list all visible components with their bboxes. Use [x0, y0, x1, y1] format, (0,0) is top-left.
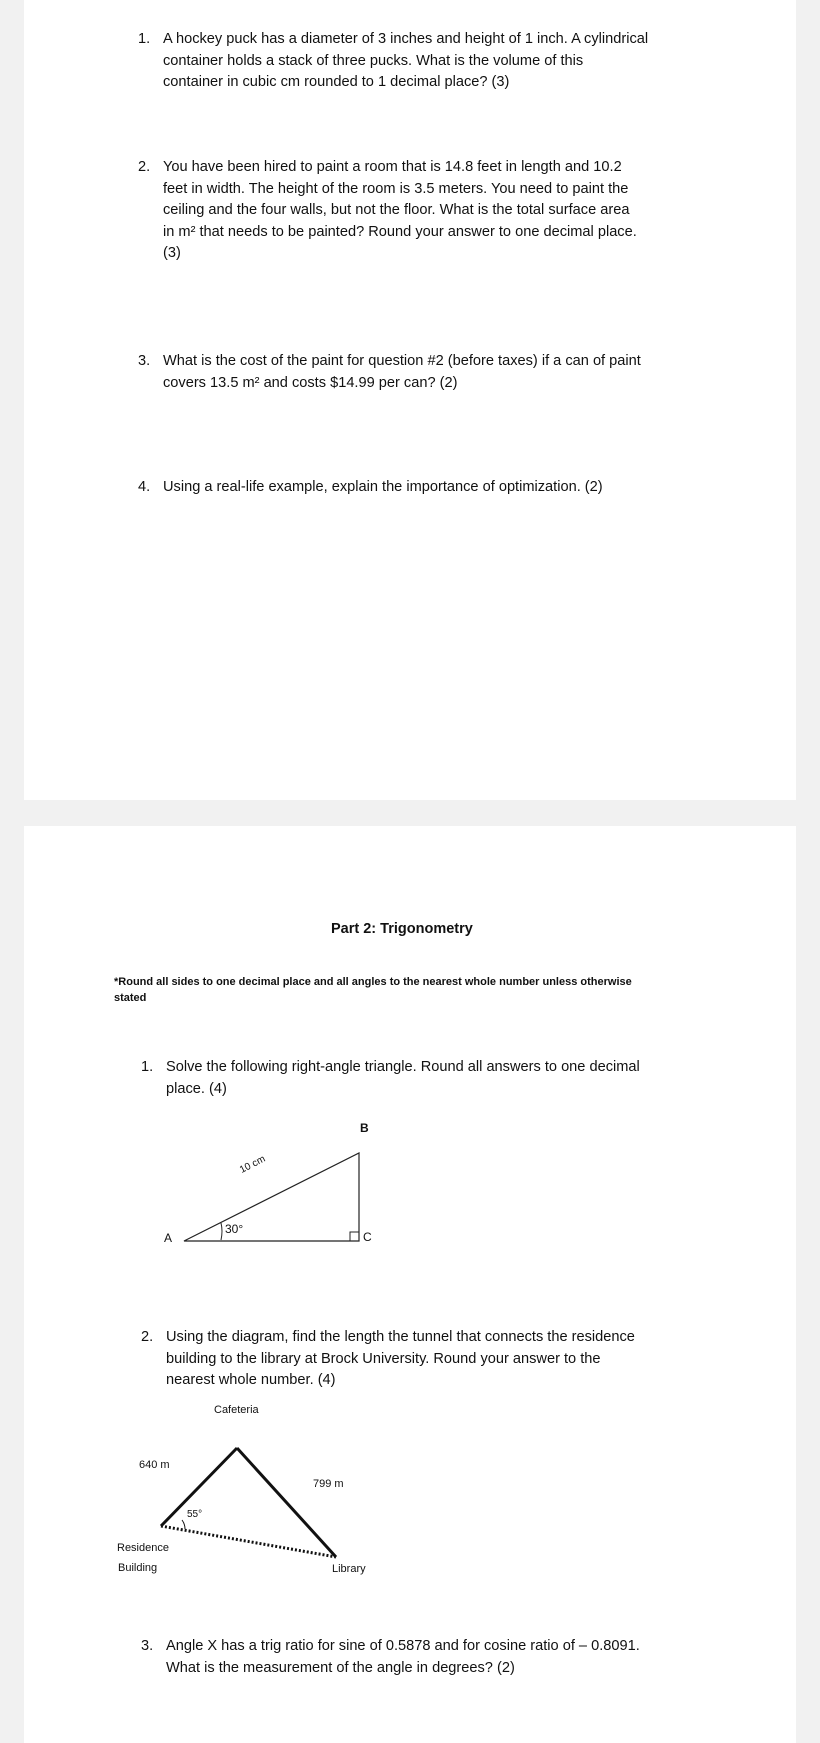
worksheet-page-2 — [24, 826, 796, 1743]
hypotenuse-label: 10 cm — [238, 1153, 268, 1176]
question-line: container holds a stack of three pucks. What is the volume of this — [163, 52, 584, 69]
vertex-c-label: C — [363, 1230, 372, 1244]
tunnel-line — [161, 1526, 336, 1557]
question-line: feet in width. The height of the room is 3.5 meters. You need to paint the — [163, 180, 629, 197]
tunnel-angle-arc — [182, 1520, 185, 1529]
question-line: Using a real-life example, explain the importance of optimization. (2) — [163, 479, 603, 495]
vertex-b-label: B — [360, 1121, 369, 1135]
vertex-a-label: A — [164, 1231, 173, 1245]
angle-label: 30° — [225, 1222, 244, 1236]
question-number: 3. — [138, 353, 151, 369]
question-line: container in cubic cm rounded to 1 decimal place? (3) — [163, 74, 510, 90]
question-line: You have been hired to paint a room that is 14.8 feet in length and 10.2 — [163, 159, 622, 175]
question-line: (3) — [163, 245, 181, 261]
residence-label-line2: Building — [118, 1562, 158, 1574]
tunnel-diagram — [24, 826, 796, 1743]
question-line: nearest whole number. (4) — [166, 1372, 336, 1388]
question-line: place. (4) — [166, 1080, 227, 1097]
side-799-label: 799 m — [313, 1478, 344, 1490]
library-label: Library — [332, 1563, 366, 1575]
note-line: stated — [114, 992, 147, 1004]
side-640-label: 640 m — [139, 1459, 170, 1471]
question-line: A hockey puck has a diameter of 3 inches and height of 1 inch. A cylindrical — [163, 31, 649, 47]
cafeteria-label: Cafeteria — [214, 1404, 259, 1416]
question-number: 3. — [141, 1638, 154, 1654]
question-line: covers 13.5 m² and costs $14.99 per can? (2) — [163, 374, 458, 391]
section-title: Part 2: Trigonometry — [331, 921, 473, 937]
question-line: building to the library at Brock University. Round your answer to the — [166, 1350, 601, 1367]
question-number: 2. — [138, 159, 151, 175]
question-line: What is the cost of the paint for question #2 (before taxes) if a can of paint — [163, 353, 641, 369]
question-line: Solve the following right-angle triangle. Round all answers to one decimal — [166, 1059, 640, 1075]
question-number: 1. — [138, 31, 151, 47]
question-number: 2. — [141, 1329, 154, 1345]
question-line: Angle X has a trig ratio for sine of 0.5878 and for cosine ratio of – 0.8091. — [166, 1638, 640, 1654]
question-line: Using the diagram, find the length the tunnel that connects the residence — [166, 1329, 635, 1345]
question-line: in m² that needs to be painted? Round your answer to one decimal place. — [163, 223, 637, 240]
note-line: *Round all sides to one decimal place and all angles to the nearest whole number unless otherwise — [114, 976, 632, 988]
tunnel-angle-label: 55° — [187, 1509, 203, 1520]
question-number: 4. — [138, 479, 151, 495]
question-line: What is the measurement of the angle in degrees? (2) — [166, 1659, 515, 1676]
question-line: ceiling and the four walls, but not the floor. What is the total surface area — [163, 202, 630, 218]
question-number: 1. — [141, 1059, 154, 1075]
residence-label-line1: Residence — [117, 1542, 169, 1554]
worksheet-page-1 — [24, 0, 796, 800]
